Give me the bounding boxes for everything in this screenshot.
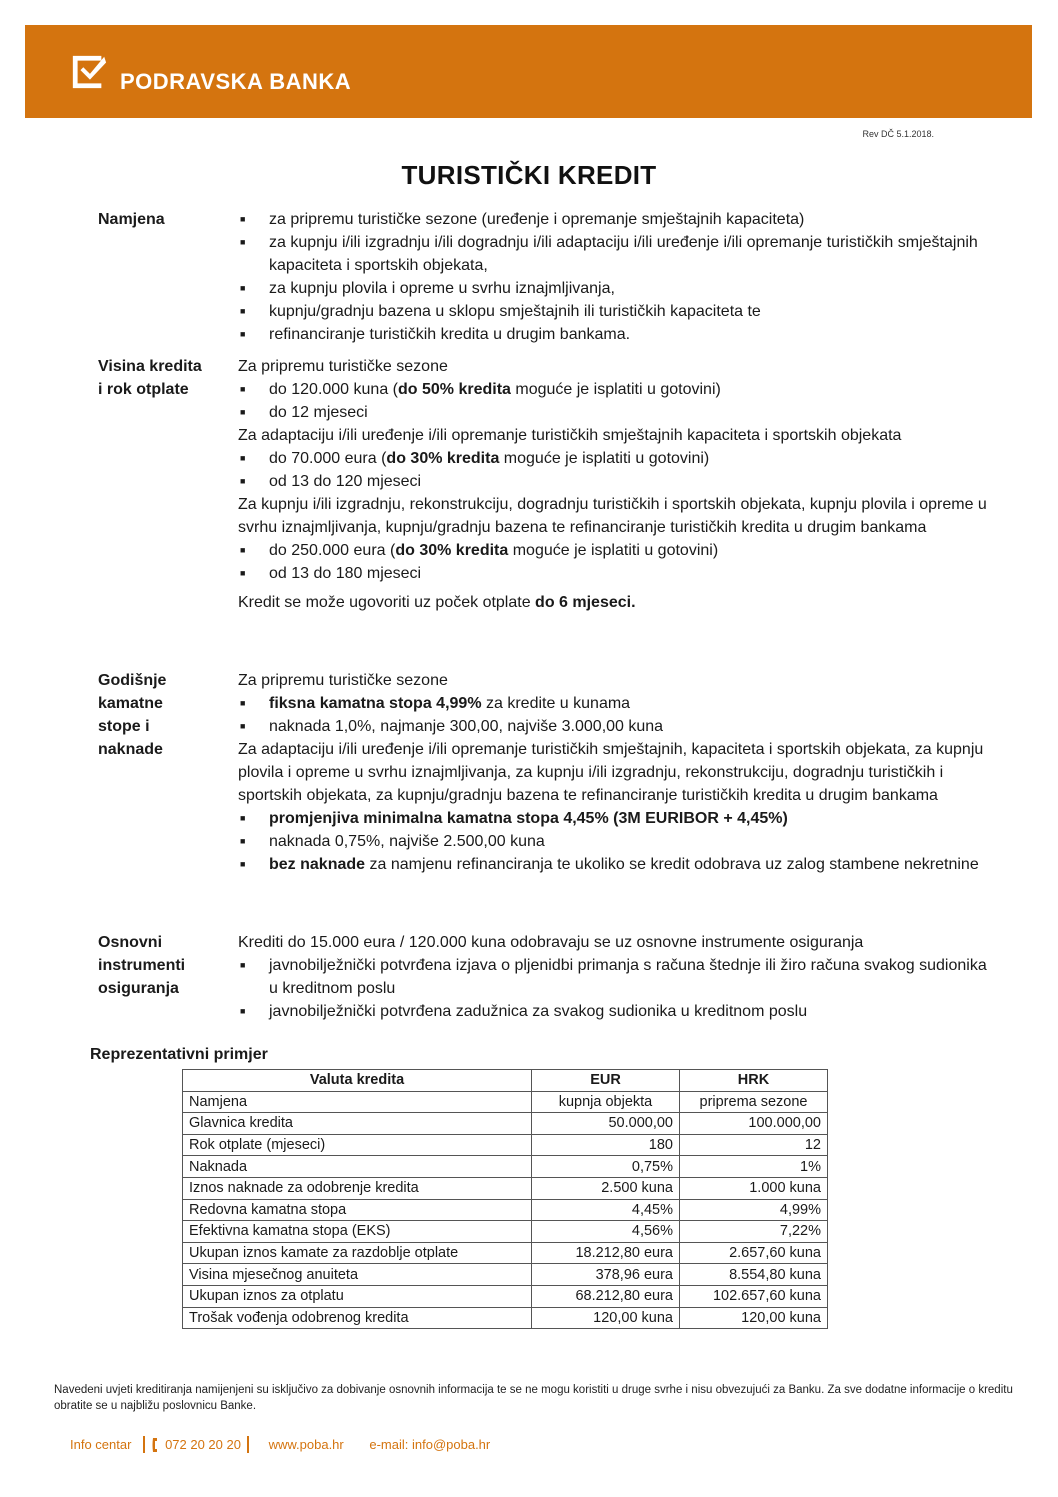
list-item: ■ do 70.000 eura (do 30% kredita moguće je isplatiti u gotovini) (238, 447, 998, 470)
section-label: Godišnje kamatne stope i naknade (98, 672, 167, 758)
row-label: Efektivna kamatna stopa (EKS) (183, 1221, 532, 1243)
section-body (238, 208, 998, 346)
row-label: Glavnica kredita (183, 1113, 532, 1135)
example-title: Reprezentativni primjer (90, 1046, 268, 1063)
group-intro: Za pripremu turističke sezone (238, 358, 448, 375)
example-table (182, 1069, 828, 1329)
table-row (183, 1307, 828, 1329)
revision-note: Rev DČ 5.1.2018. (862, 129, 934, 139)
info-center-label: Info centar (70, 1437, 132, 1453)
list-item: ■ naknada 0,75%, najviše 2.500,00 kuna (238, 830, 998, 853)
cell-value: 4,56% (532, 1221, 680, 1243)
table-row (183, 1199, 828, 1221)
list-item: ■ do 250.000 eura (do 30% kredita moguće je isplatiti u gotovini) (238, 539, 998, 562)
section-body (238, 931, 998, 1023)
website-link[interactable]: www.poba.hr (268, 1437, 344, 1453)
row-label: Visina mjesečnog anuiteta (183, 1264, 532, 1286)
table-row (183, 1177, 828, 1199)
phone-icon (151, 1437, 161, 1453)
bank-name: PODRAVSKA BANKA (120, 69, 352, 94)
list-item: ■ za kupnju i/ili izgradnju i/ili dogradnju i/ili adaptaciju i/ili uređenje i/ili opremanje turističkih smještajnih kapaciteta i sportskih objekata, (238, 231, 998, 277)
cell-value: 1.000 kuna (680, 1177, 828, 1199)
cell-value: 1% (680, 1156, 828, 1178)
section-label: Osnovni instrumenti osiguranja (98, 934, 186, 997)
email-link[interactable]: e-mail: info@poba.hr (369, 1437, 491, 1453)
row-label: Trošak vođenja odobrenog kredita (183, 1307, 532, 1329)
section-label: Visina kredita i rok otplate (98, 358, 202, 398)
group-intro: Krediti do 15.000 eura / 120.000 kuna odobravaju se uz osnovne instrumente osiguranja (238, 934, 864, 951)
phone-box (143, 1436, 249, 1453)
list-item: ■ javnobilježnički potvrđena izjava o pljenidbi primanja s računa štednje ili žiro računa svakog sudionika u kreditnom poslu (238, 954, 998, 1000)
list-item: ■ fiksna kamatna stopa 4,99% za kredite u kunama (238, 692, 998, 715)
column-header: Valuta kredita (183, 1070, 532, 1092)
list-item: ■ bez naknade za namjenu refinanciranja te ukoliko se kredit odobrava uz zalog stambene nekretnine (238, 853, 998, 876)
list-item: ■ naknada 1,0%, najmanje 300,00, najviše 3.000,00 kuna (238, 715, 998, 738)
list-item: ■ kupnju/gradnju bazena u sklopu smještajnih ili turističkih kapaciteta te (238, 300, 998, 323)
row-label: Rok otplate (mjeseci) (183, 1134, 532, 1156)
list-item: ■ za pripremu turističke sezone (uređenje i opremanje smještajnih kapaciteta) (238, 208, 998, 231)
cell-value: 120,00 kuna (532, 1307, 680, 1329)
cell-value: 102.657,60 kuna (680, 1285, 828, 1307)
header-banner (25, 25, 1032, 118)
row-label: Naknada (183, 1156, 532, 1178)
cell-value: 68.212,80 eura (532, 1285, 680, 1307)
table-row (183, 1156, 828, 1178)
cell-value: 100.000,00 (680, 1113, 828, 1135)
row-label: Redovna kamatna stopa (183, 1199, 532, 1221)
column-header: EUR (532, 1070, 680, 1092)
cell-value: 0,75% (532, 1156, 680, 1178)
table-row (183, 1134, 828, 1156)
cell-value: kupnja objekta (532, 1091, 680, 1113)
section-label: Namjena (98, 211, 165, 228)
cell-value: 120,00 kuna (680, 1307, 828, 1329)
section-body (238, 669, 998, 876)
bank-logo-icon (70, 53, 108, 91)
page-title: TURISTIČKI KREDIT (401, 160, 657, 190)
cell-value: 50.000,00 (532, 1113, 680, 1135)
row-label: Iznos naknade za odobrenje kredita (183, 1177, 532, 1199)
table-row (183, 1221, 828, 1243)
list-item: ■ javnobilježnički potvrđena zadužnica za svakog sudionika u kreditnom poslu (238, 1000, 998, 1023)
disclaimer: Navedeni uvjeti kreditiranja namijenjeni su isključivo za dobivanje osnovnih informacija te se ne mogu koristiti u druge svrhe i nisu obvezujući za Banku. Za sve dodatne informacije o kreditu obratite se u najbližu poslovnicu Banke. (54, 1384, 1013, 1412)
list-item: ■ refinanciranje turističkih kredita u drugim bankama. (238, 323, 998, 346)
cell-value: 7,22% (680, 1221, 828, 1243)
row-label: Ukupan iznos kamate za razdoblje otplate (183, 1242, 532, 1264)
list-item: ■ do 120.000 kuna (do 50% kredita moguće je isplatiti u gotovini) (238, 378, 998, 401)
cell-value: 8.554,80 kuna (680, 1264, 828, 1286)
table-row (183, 1091, 828, 1113)
table-row (183, 1285, 828, 1307)
column-header: HRK (680, 1070, 828, 1092)
cell-value: 4,99% (680, 1199, 828, 1221)
list-item: ■ od 13 do 180 mjeseci (238, 562, 998, 585)
table-header-row (183, 1070, 828, 1092)
group-intro: Za kupnju i/ili izgradnju, rekonstrukciju, dogradnju turističkih i sportskih objekata, kupnju plovila i opreme u svrhu iznajmljivanja, kupnju/gradnju bazena te refinanciranje turističkih kredita u drugim bankama (238, 496, 987, 536)
list-item: ■ od 13 do 120 mjeseci (238, 470, 998, 493)
cell-value: 378,96 eura (532, 1264, 680, 1286)
group-intro: Za adaptaciju i/ili uređenje i/ili opremanje turističkih smještajnih kapaciteta i sportskih objekata (238, 427, 902, 444)
footer (70, 1436, 490, 1453)
cell-value: 180 (532, 1134, 680, 1156)
grace-period-note: Kredit se može ugovoriti uz poček otplate do 6 mjeseci. (238, 594, 636, 611)
cell-value: 2.657,60 kuna (680, 1242, 828, 1264)
list-item: ■ za kupnju plovila i opreme u svrhu iznajmljivanja, (238, 277, 998, 300)
table-row (183, 1264, 828, 1286)
row-label: Ukupan iznos za otplatu (183, 1285, 532, 1307)
row-label: Namjena (183, 1091, 532, 1113)
table-row (183, 1113, 828, 1135)
table-row (183, 1242, 828, 1264)
phone-number[interactable]: 072 20 20 20 (165, 1437, 241, 1453)
cell-value: 2.500 kuna (532, 1177, 680, 1199)
list-item: ■ do 12 mjeseci (238, 401, 998, 424)
group-intro: Za adaptaciju i/ili uređenje i/ili opremanje turističkih smještajnih, kapaciteta i sportskih objekata, za kupnju plovila i opreme u svrhu iznajmljivanja, za kupnju i/ili izgradnju, rekonstrukciju, dogradnju turističkih i sportskih objekata, za kupnju/gradnju bazena te refinanciranje turističkih kredita u drugim bankama (238, 741, 984, 804)
cell-value: priprema sezone (680, 1091, 828, 1113)
cell-value: 18.212,80 eura (532, 1242, 680, 1264)
cell-value: 4,45% (532, 1199, 680, 1221)
list-item: ■ promjenjiva minimalna kamatna stopa 4,45% (3M EURIBOR + 4,45%) (238, 807, 998, 830)
cell-value: 12 (680, 1134, 828, 1156)
section-body (238, 355, 998, 614)
group-intro: Za pripremu turističke sezone (238, 672, 448, 689)
